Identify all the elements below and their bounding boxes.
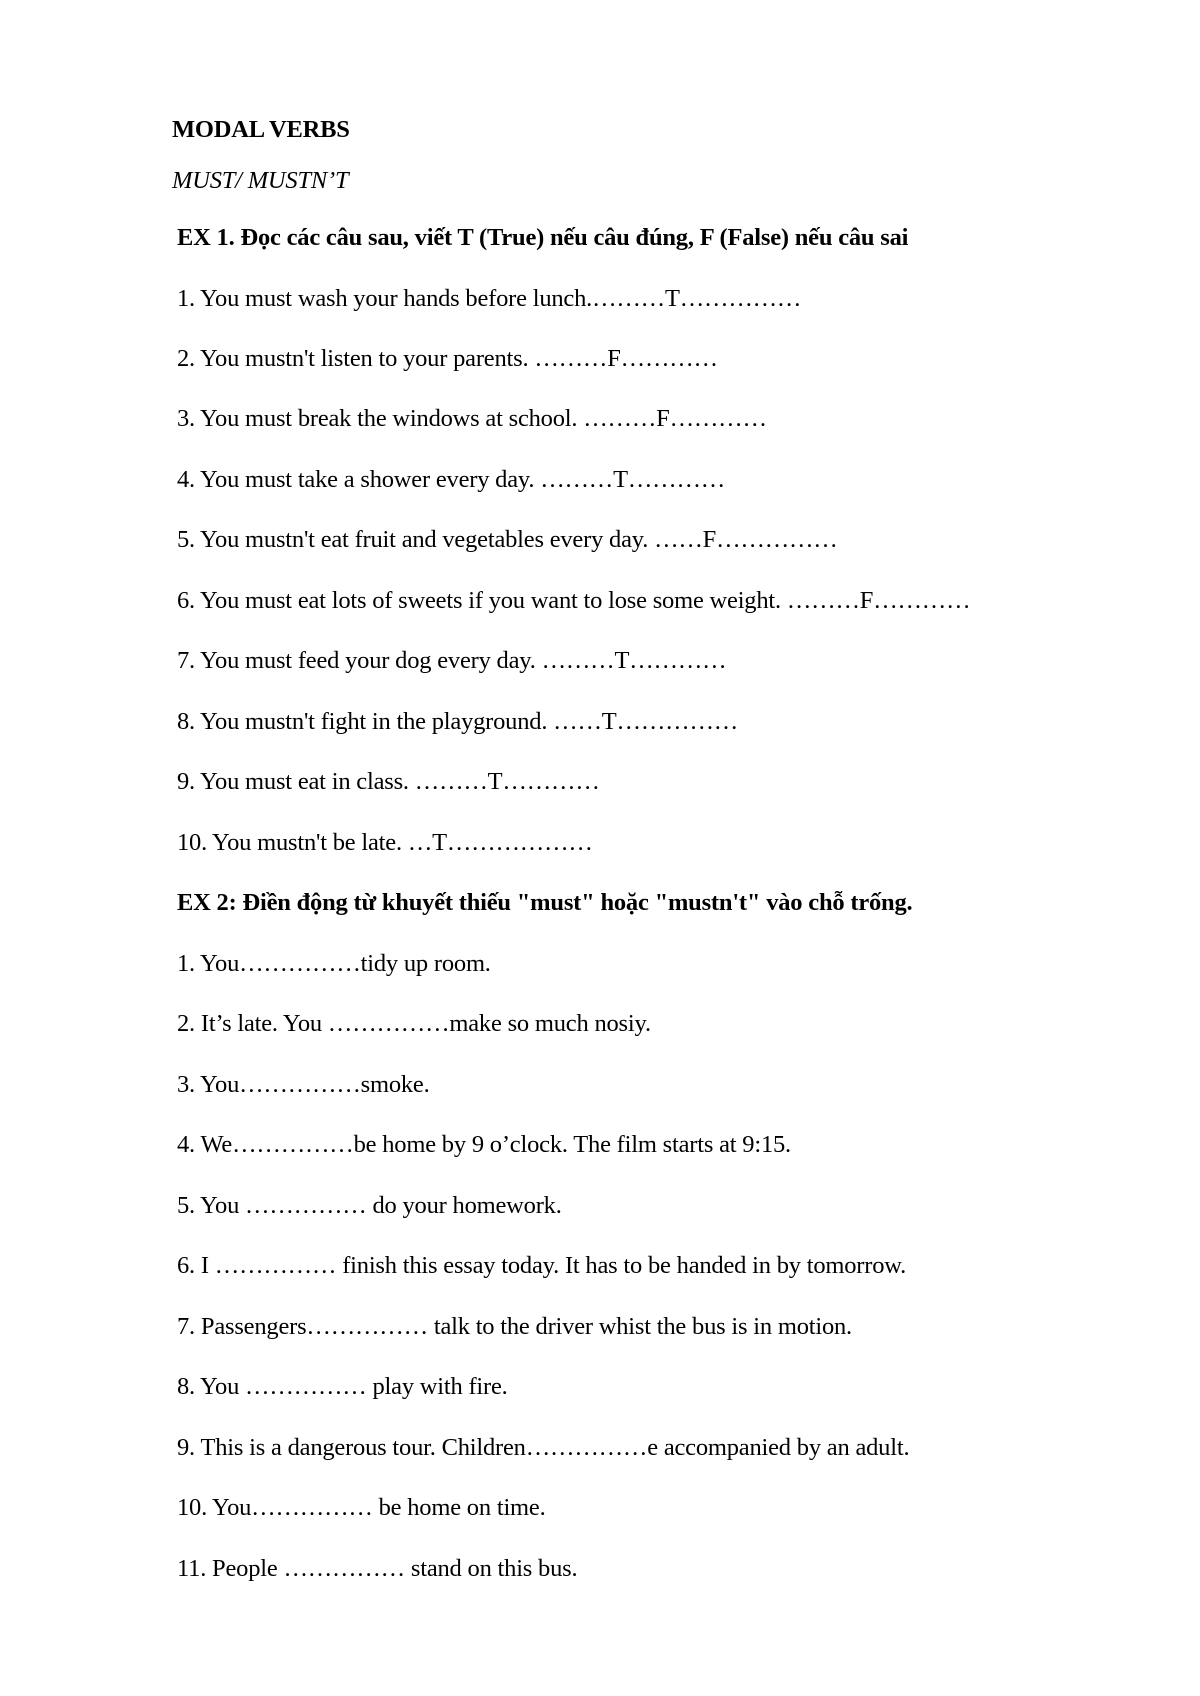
- exercise-2-item: 6. I …………… finish this essay today. It has to be handed in by tomorrow.: [177, 1252, 907, 1279]
- exercise-1-item: 7. You must feed your dog every day. ………T…………: [177, 647, 727, 674]
- exercise-2-item: 4. We……………be home by 9 o’clock. The film starts at 9:15.: [177, 1131, 791, 1158]
- exercise-1-item: 2. You mustn't listen to your parents. ………F…………: [177, 345, 718, 372]
- exercise-2-item: 11. People …………… stand on this bus.: [177, 1555, 578, 1582]
- worksheet-subtitle: MUST/ MUSTN’T: [172, 167, 349, 194]
- exercise-2-item: 2. It’s late. You ……………make so much nosiy.: [177, 1010, 651, 1037]
- exercise-1-item: 10. You mustn't be late. …T………………: [177, 829, 593, 856]
- exercise-2-item: 3. You……………smoke.: [177, 1071, 430, 1098]
- exercise-1-item: 3. You must break the windows at school. ………F…………: [177, 405, 767, 432]
- exercise-1-item: 4. You must take a shower every day. ………T…………: [177, 466, 726, 493]
- exercise-2-item: 1. You……………tidy up room.: [177, 950, 491, 977]
- exercise-2-item: 9. This is a dangerous tour. Children……………e accompanied by an adult.: [177, 1434, 910, 1461]
- exercise-2-item: 7. Passengers…………… talk to the driver whist the bus is in motion.: [177, 1313, 852, 1340]
- exercise-1-item: 5. You mustn't eat fruit and vegetables every day. ……F……………: [177, 526, 838, 553]
- worksheet-title: MODAL VERBS: [172, 116, 350, 143]
- exercise-1-item: 8. You mustn't fight in the playground. ……T……………: [177, 708, 739, 735]
- exercise-1-item: 1. You must wash your hands before lunch.………T……………: [177, 285, 802, 312]
- exercise-1-heading: EX 1. Đọc các câu sau, viết T (True) nếu câu đúng, F (False) nếu câu sai: [177, 224, 909, 251]
- exercise-1-item: 9. You must eat in class. ………T…………: [177, 768, 600, 795]
- exercise-2-item: 10. You…………… be home on time.: [177, 1494, 546, 1521]
- exercise-1-item: 6. You must eat lots of sweets if you want to lose some weight. ………F…………: [177, 587, 971, 614]
- exercise-2-heading: EX 2: Điền động từ khuyết thiếu "must" hoặc "mustn't" vào chỗ trống.: [177, 889, 913, 916]
- exercise-2-item: 8. You …………… play with fire.: [177, 1373, 508, 1400]
- exercise-2-item: 5. You …………… do your homework.: [177, 1192, 562, 1219]
